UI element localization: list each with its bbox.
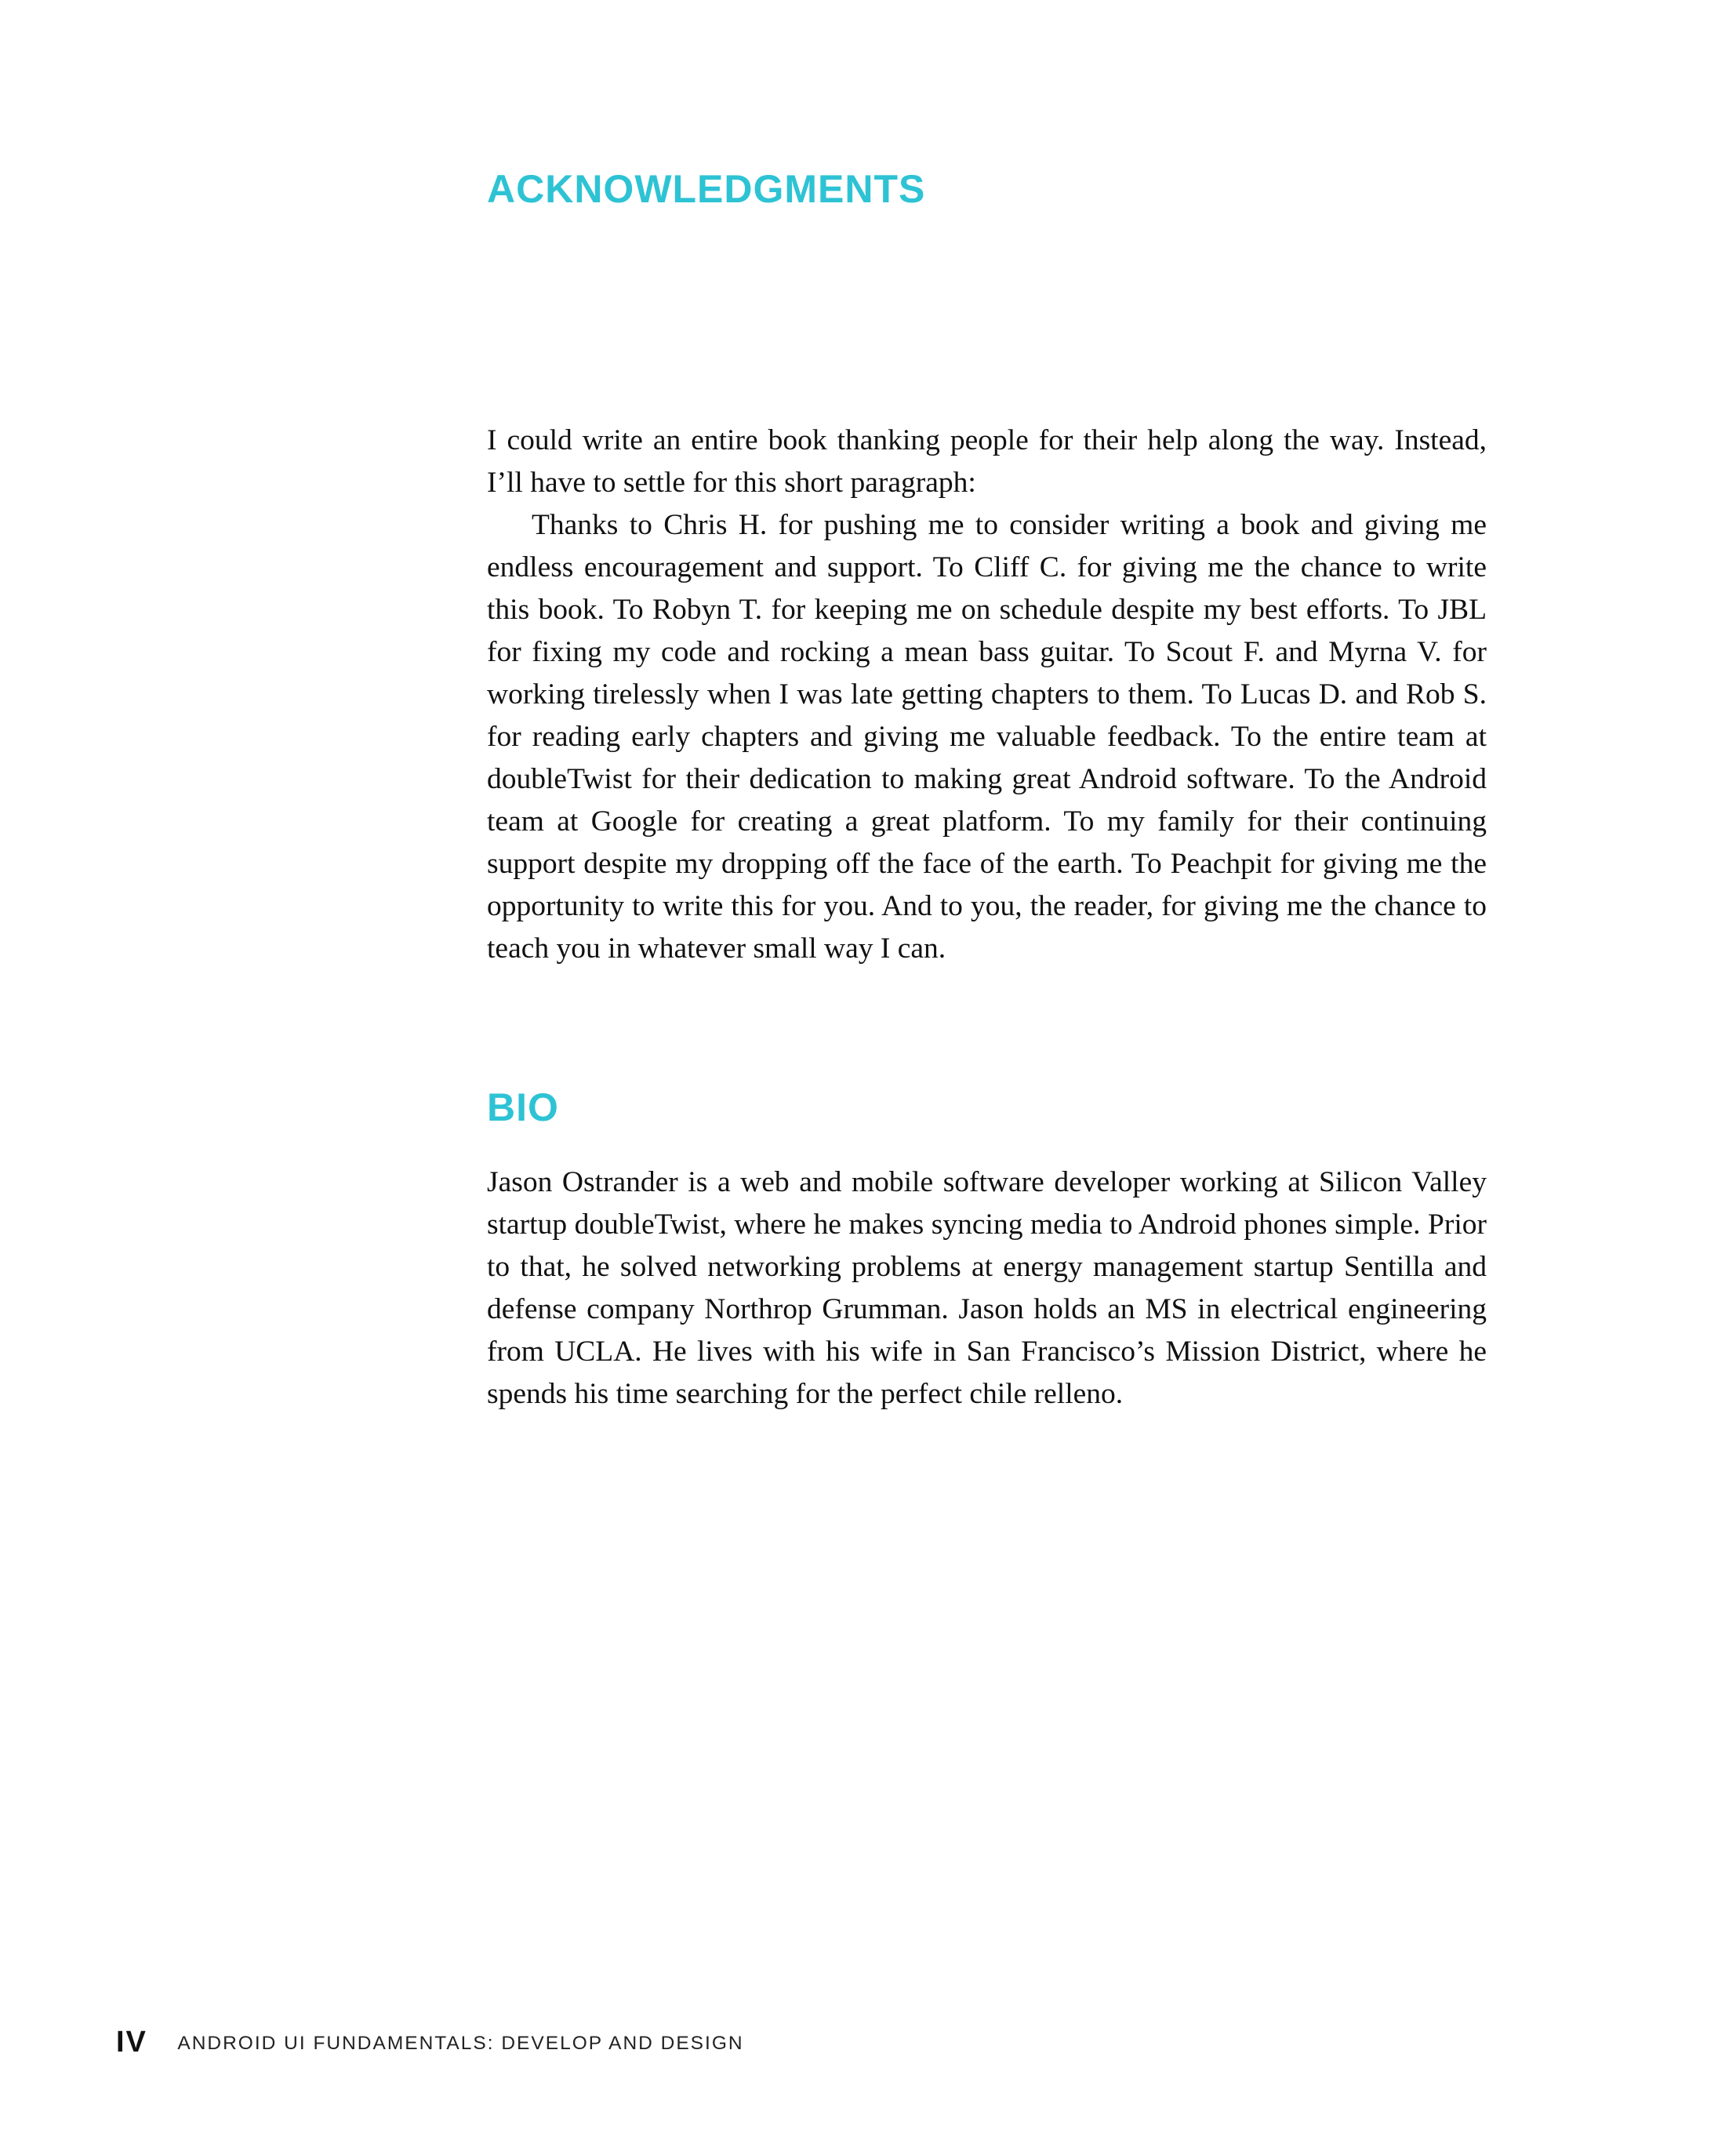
acknowledgments-heading: ACKNOWLEDGMENTS [487, 167, 926, 211]
page-footer [116, 2027, 744, 2057]
running-title: ANDROID UI FUNDAMENTALS: DEVELOP AND DESIGN [177, 2033, 744, 2054]
acknowledgments-paragraph-2: Thanks to Chris H. for pushing me to consider writing a book and giving me endless encouragement and support. To Cliff C. for giving me the chance to write this book. To Robyn T. for keeping me on schedule despite my best efforts. To JBL for fixing my code and rocking a mean bass guitar. To Scout F. and Myrna V. for working tirelessly when I was late getting chapters to them. To Lucas D. and Rob S. for reading early chapters and giving me valuable feedback. To the entire team at doubleTwist for their dedication to making great Android software. To the Android team at Google for creating a great platform. To my family for their continuing support despite my dropping off the face of the earth. To Peachpit for giving me the opportunity to write this for you. And to you, the reader, for giving me the chance to teach you in whatever small way I can. [487, 509, 1487, 965]
acknowledgments-paragraph-1: I could write an entire book thanking people for their help along the way. Instead, I’ll have to settle for this short paragraph: [487, 424, 1487, 499]
bio-paragraph: Jason Ostrander is a web and mobile software developer working at Silicon Valley startup doubleTwist, where he makes syncing media to Android phones simple. Prior to that, he solved networking problems at energy management startup Sentilla and defense company Northrop Grumman. Jason holds an MS in electrical engineering from UCLA. He lives with his wife in San Francisco’s Mission District, where he spends his time searching for the perfect chile relleno. [487, 1166, 1487, 1410]
bio-heading: BIO [487, 1085, 559, 1129]
page-number: IV [116, 2026, 147, 2059]
